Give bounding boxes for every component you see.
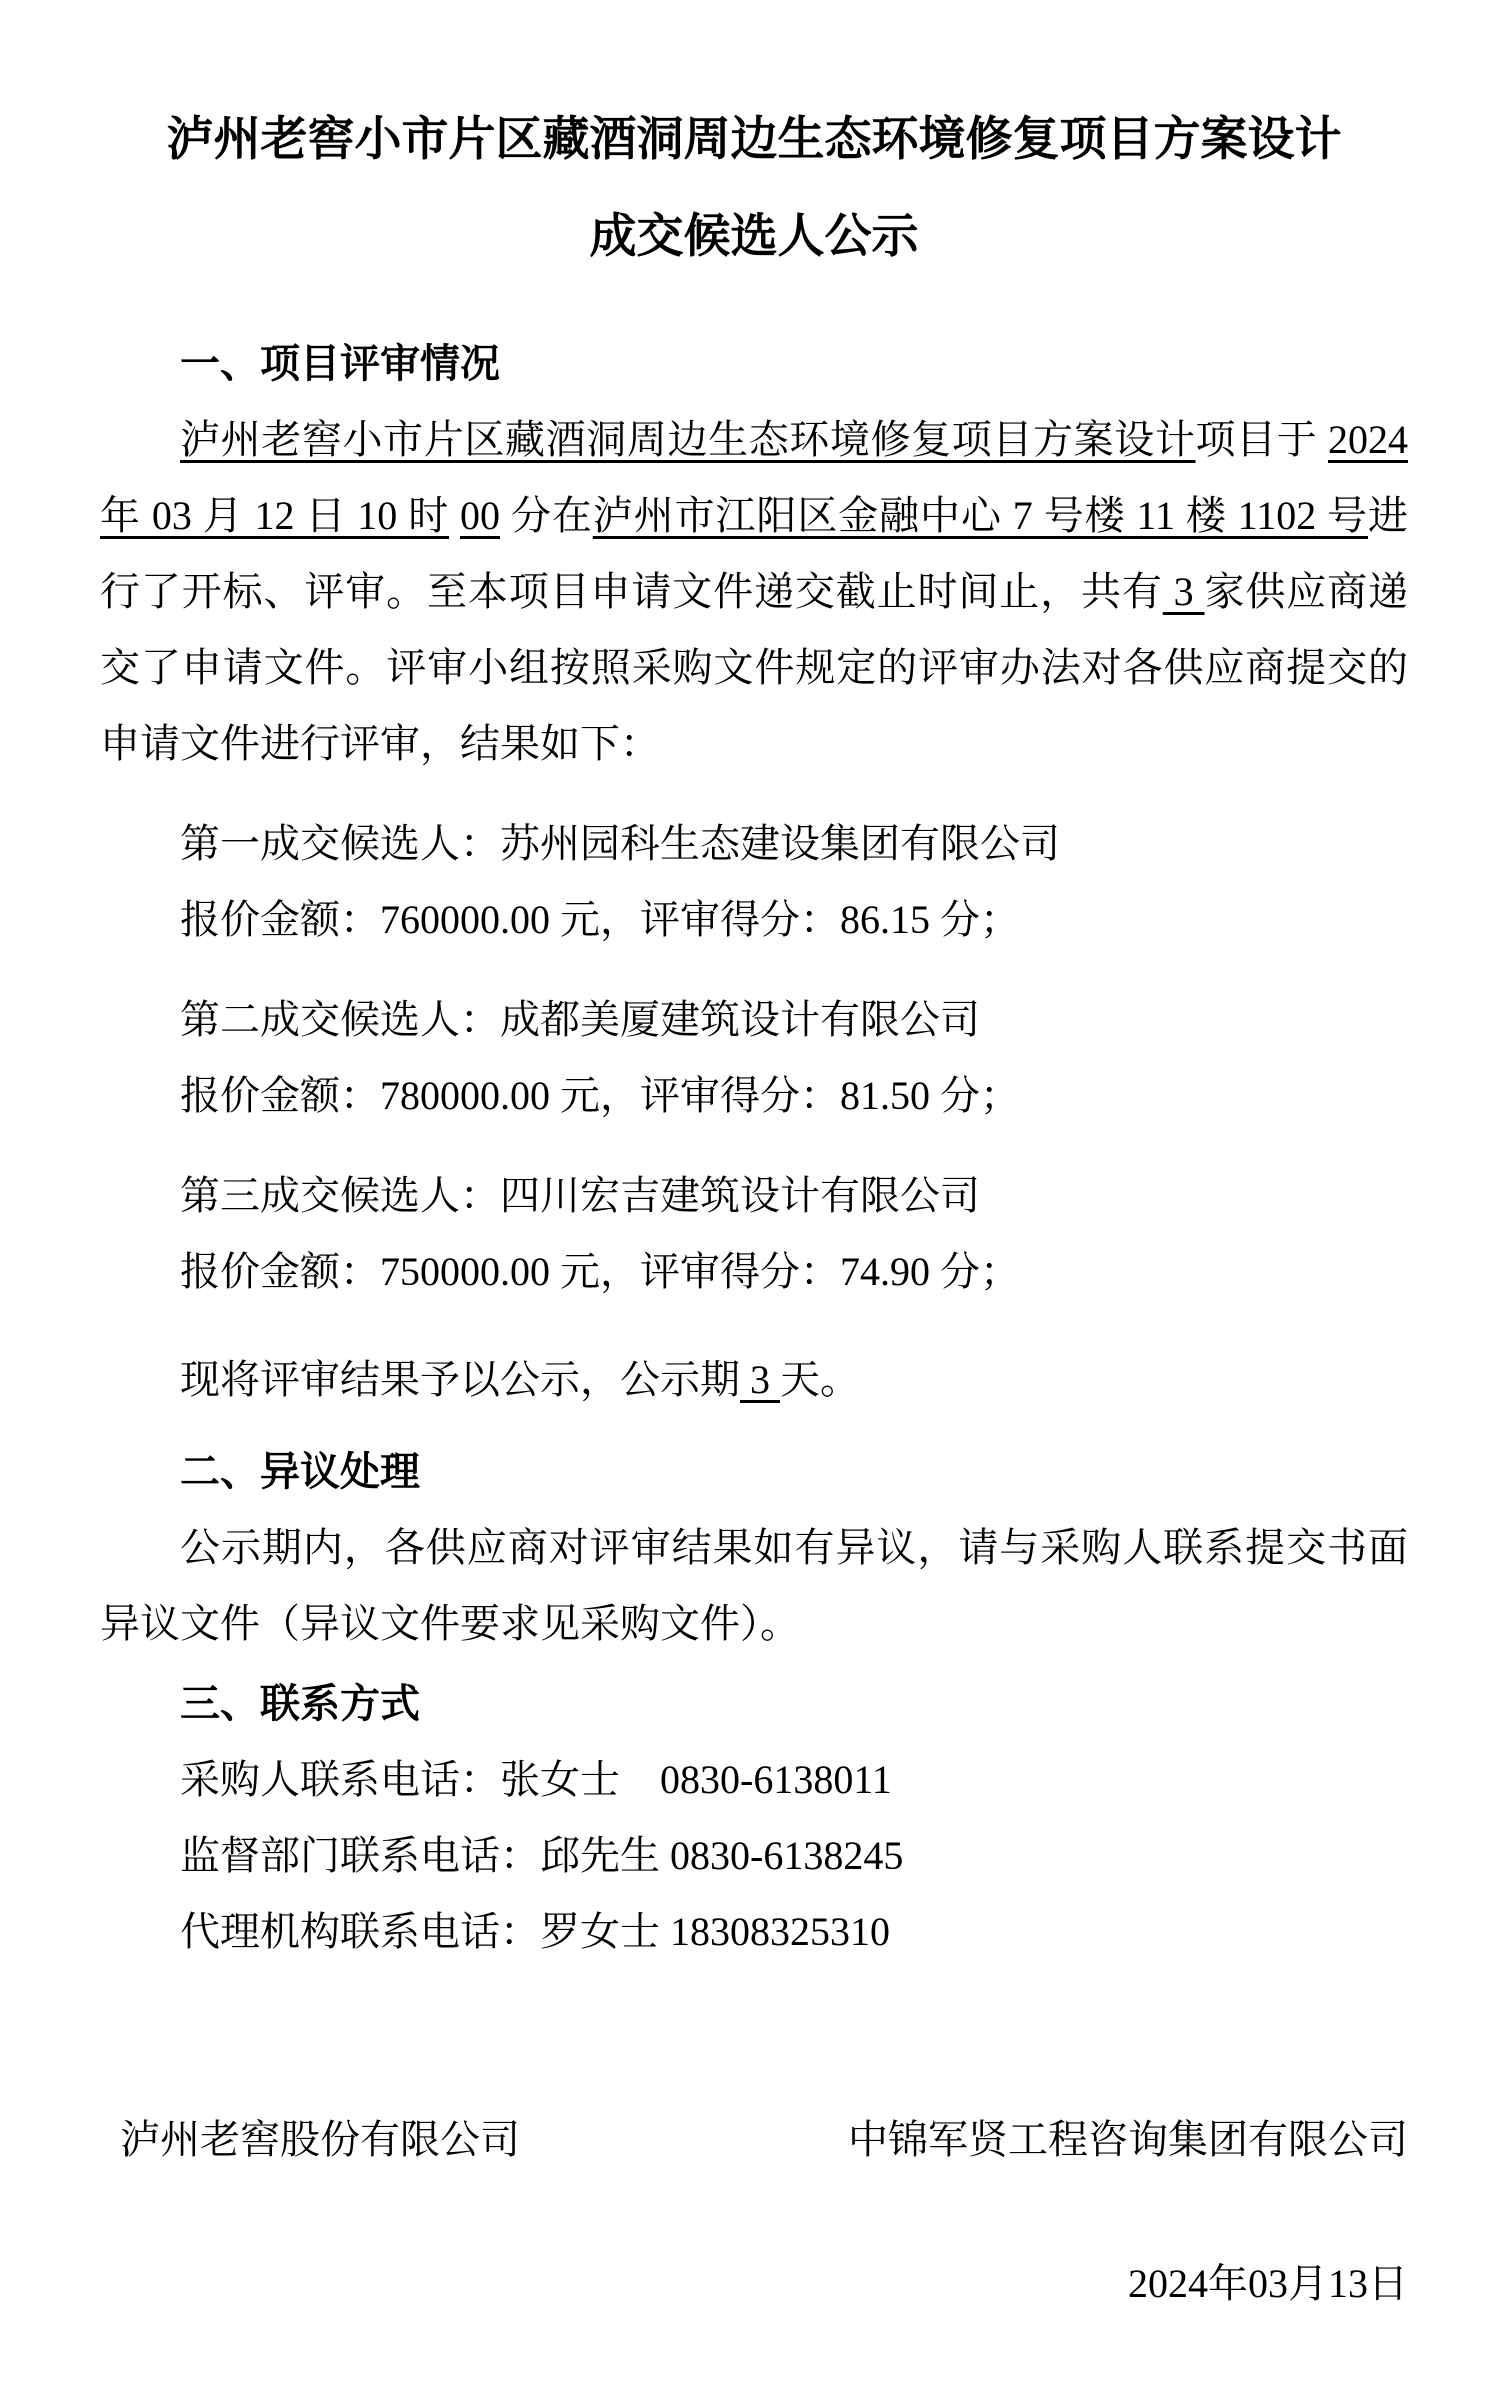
candidate-2-name-line: 第二成交候选人：成都美厦建筑设计有限公司 xyxy=(180,997,980,1042)
objection-paragraph: 公示期内，各供应商对评审结果如有异议，请与采购人联系提交书面异议文件（异议文件要求见采购文件）。 xyxy=(100,1525,1408,1646)
underlined-text-run: 2024 年 03 月 12 日 10 时 xyxy=(100,417,1409,538)
document-title xyxy=(100,92,1408,286)
signature-row xyxy=(100,2102,1408,2178)
underlined-text-run: 3 xyxy=(1162,569,1205,614)
contact-line-purchaser: 采购人联系电话：张女士 0830-6138011 xyxy=(180,1757,892,1802)
candidate-3-name-line: 第三成交候选人：四川宏吉建筑设计有限公司 xyxy=(180,1173,980,1218)
text-run: 现将评审结果予以公示，公示期 xyxy=(180,1357,740,1402)
publicity-period-line xyxy=(100,1342,1408,1418)
purchaser-company-name: 泸州老窖股份有限公司 xyxy=(120,2117,520,2162)
text-run: 进行了开标、评审。至本项目申请文件递交截止时间止，共有 xyxy=(100,493,1409,614)
underlined-text-run: 泸州老窖小市片区藏酒洞周边生态环境修复项目方案设计 xyxy=(180,417,1196,462)
candidate-2-block xyxy=(100,982,1408,1134)
section-3-heading: 三、联系方式 xyxy=(180,1682,420,1726)
project-review-paragraph xyxy=(100,402,1408,782)
section-2-heading: 二、异议处理 xyxy=(180,1450,420,1494)
text-run: 家供应商递交了申请文件。评审小组按照采购文件规定的评审办法对各供应商提交的申请文件进行评审，结果如下： xyxy=(100,569,1408,766)
candidate-3-price-line: 报价金额：750000.00 元，评审得分：74.90 分； xyxy=(180,1249,1020,1294)
text-run: 天。 xyxy=(780,1357,860,1402)
text-run xyxy=(449,493,460,538)
underlined-text-run: 00 xyxy=(460,493,501,538)
agency-company-name: 中锦军贤工程咨询集团有限公司 xyxy=(848,2117,1408,2162)
candidate-1-name-line: 第一成交候选人：苏州园科生态建设集团有限公司 xyxy=(180,821,1060,866)
candidate-1-block xyxy=(100,806,1408,958)
candidate-3-block xyxy=(100,1158,1408,1310)
document-title-line-1: 泸州老窖小市片区藏酒洞周边生态环境修复项目方案设计 xyxy=(166,114,1342,166)
candidate-1-price-line: 报价金额：760000.00 元，评审得分：86.15 分； xyxy=(180,897,1020,942)
announcement-date: 2024年03月13日 xyxy=(1128,2261,1408,2306)
underlined-text-run: 3 xyxy=(740,1357,780,1402)
text-run: 项目于 xyxy=(1195,417,1329,462)
contact-line-supervisor: 监督部门联系电话：邱先生 0830-6138245 xyxy=(180,1833,904,1878)
document-title-line-2: 成交候选人公示 xyxy=(589,211,919,263)
text-run: 分在 xyxy=(500,493,593,538)
underlined-text-run: 泸州市江阳区金融中心 7 号楼 11 楼 1102 号 xyxy=(592,493,1369,538)
candidate-2-price-line: 报价金额：780000.00 元，评审得分：81.50 分； xyxy=(180,1073,1020,1118)
contact-line-agency: 代理机构联系电话：罗女士 18308325310 xyxy=(180,1909,890,1954)
section-1-heading: 一、项目评审情况 xyxy=(180,342,500,386)
